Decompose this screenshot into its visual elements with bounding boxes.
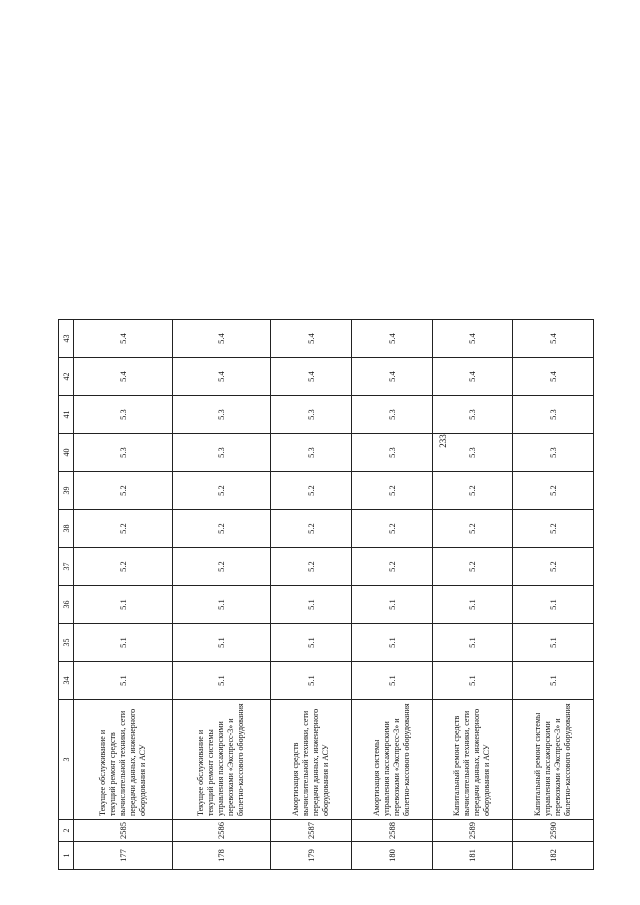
value-cell: 5.1 (74, 586, 173, 624)
column-header: 35 (59, 624, 74, 662)
value-cell: 5.3 (74, 434, 173, 472)
header-row (59, 320, 74, 870)
value-cell: 5.4 (513, 320, 594, 358)
value-cell: 5.3 (432, 434, 513, 472)
value-cell: 5.2 (432, 510, 513, 548)
column-header: 1 (59, 842, 74, 870)
row-number: 181 (432, 842, 513, 870)
value-cell: 5.1 (513, 662, 594, 700)
value-cell: 5.2 (432, 548, 513, 586)
value-cell: 5.3 (432, 396, 513, 434)
value-cell: 5.1 (432, 586, 513, 624)
value-cell: 5.1 (351, 624, 432, 662)
value-cell: 5.1 (351, 586, 432, 624)
row-description: Капитальный ремонт системы управления пассажирскими перевозками «Экспресс-3» и билетно-кассового оборудования (513, 700, 594, 820)
table-row (432, 320, 513, 870)
table-row (172, 320, 271, 870)
value-cell: 5.1 (432, 624, 513, 662)
row-number: 179 (271, 842, 352, 870)
value-cell: 5.2 (513, 548, 594, 586)
value-cell: 5.2 (271, 510, 352, 548)
value-cell: 5.3 (351, 396, 432, 434)
table-row (513, 320, 594, 870)
column-header: 34 (59, 662, 74, 700)
row-description: Капитальный ремонт средств вычислительной техники, сети передачи данных, инженерного оборудования и АСУ (432, 700, 513, 820)
table-row (351, 320, 432, 870)
value-cell: 5.1 (513, 624, 594, 662)
value-cell: 5.4 (172, 320, 271, 358)
value-cell: 5.2 (172, 510, 271, 548)
value-cell: 5.1 (172, 662, 271, 700)
row-number: 182 (513, 842, 594, 870)
row-description: Амортизация средств вычислительной техники, сети передачи данных, инженерного оборудования и АСУ (271, 700, 352, 820)
value-cell: 5.2 (351, 472, 432, 510)
value-cell: 5.3 (172, 396, 271, 434)
value-cell: 5.3 (74, 396, 173, 434)
value-cell: 5.2 (74, 510, 173, 548)
column-header: 41 (59, 396, 74, 434)
value-cell: 5.2 (271, 548, 352, 586)
row-code: 2587 (271, 820, 352, 842)
table-row (74, 320, 173, 870)
value-cell: 5.2 (271, 472, 352, 510)
value-cell: 5.2 (432, 472, 513, 510)
value-cell: 5.1 (271, 624, 352, 662)
value-cell: 5.1 (513, 586, 594, 624)
value-cell: 5.2 (351, 548, 432, 586)
value-cell: 5.2 (74, 472, 173, 510)
row-code: 2588 (351, 820, 432, 842)
value-cell: 5.1 (351, 662, 432, 700)
value-cell: 5.4 (432, 320, 513, 358)
value-cell: 5.3 (351, 434, 432, 472)
value-cell: 5.3 (172, 434, 271, 472)
column-header: 42 (59, 358, 74, 396)
rotated-table-wrapper (58, 322, 594, 870)
value-cell: 5.4 (271, 320, 352, 358)
value-cell: 5.1 (271, 662, 352, 700)
value-cell: 5.4 (432, 358, 513, 396)
column-header: 40 (59, 434, 74, 472)
value-cell: 5.2 (513, 510, 594, 548)
column-header: 38 (59, 510, 74, 548)
column-header: 43 (59, 320, 74, 358)
row-number: 178 (172, 842, 271, 870)
row-code: 2585 (74, 820, 173, 842)
value-cell: 5.4 (271, 358, 352, 396)
column-header: 3 (59, 700, 74, 820)
value-cell: 5.1 (74, 662, 173, 700)
value-cell: 5.4 (513, 358, 594, 396)
value-cell: 5.4 (172, 358, 271, 396)
data-table (58, 319, 594, 870)
value-cell: 5.2 (172, 472, 271, 510)
row-description: Текущее обслуживание и текущий ремонт средств вычислительной техники, сети передачи данных, инженерного оборудования и АСУ (74, 700, 173, 820)
row-description: Амортизация системы управления пассажирскими перевозками «Экспресс-3» и билетно-кассового оборудования (351, 700, 432, 820)
row-code: 2586 (172, 820, 271, 842)
value-cell: 5.3 (513, 396, 594, 434)
value-cell: 5.2 (351, 510, 432, 548)
value-cell: 5.4 (74, 358, 173, 396)
row-number: 177 (74, 842, 173, 870)
table-row (271, 320, 352, 870)
value-cell: 5.4 (351, 358, 432, 396)
value-cell: 5.4 (351, 320, 432, 358)
value-cell: 5.2 (74, 548, 173, 586)
value-cell: 5.4 (74, 320, 173, 358)
value-cell: 5.1 (172, 586, 271, 624)
value-cell: 5.2 (513, 472, 594, 510)
value-cell: 5.3 (271, 396, 352, 434)
page-number: 233 (438, 434, 448, 448)
value-cell: 5.1 (172, 624, 271, 662)
value-cell: 5.1 (74, 624, 173, 662)
column-header: 36 (59, 586, 74, 624)
value-cell: 5.3 (271, 434, 352, 472)
row-number: 180 (351, 842, 432, 870)
value-cell: 5.1 (432, 662, 513, 700)
row-description: Текущее обслуживание и текущий ремонт системы управления пассажирскими перевозками «Экспресс-3» и билетно-кассового оборудования (172, 700, 271, 820)
column-header: 39 (59, 472, 74, 510)
column-header: 2 (59, 820, 74, 842)
value-cell: 5.3 (513, 434, 594, 472)
value-cell: 5.2 (172, 548, 271, 586)
row-code: 2589 (432, 820, 513, 842)
row-code: 2590 (513, 820, 594, 842)
column-header: 37 (59, 548, 74, 586)
value-cell: 5.1 (271, 586, 352, 624)
